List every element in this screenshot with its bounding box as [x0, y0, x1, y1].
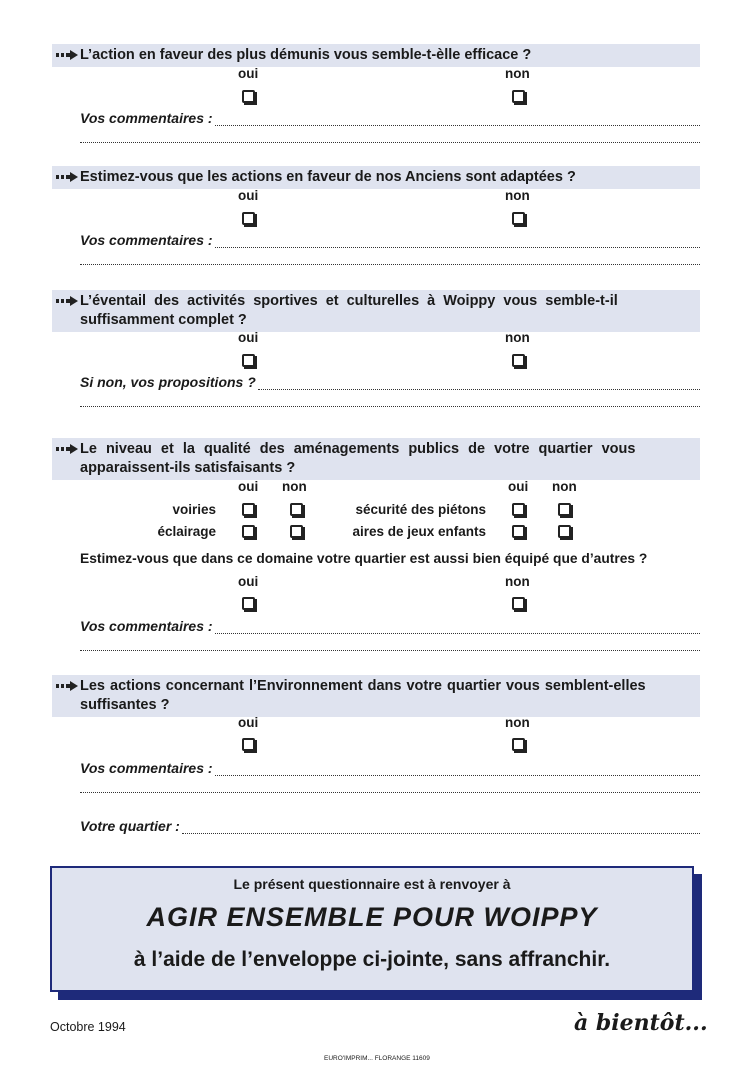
q4-right-non-label: non [552, 479, 577, 494]
q1-non-label: non [505, 66, 530, 81]
q2-oui-label: oui [238, 188, 259, 203]
q4-securite-non-checkbox[interactable] [558, 503, 571, 516]
q5-comment-field[interactable] [80, 760, 700, 776]
question-3-band [52, 290, 700, 332]
return-instructions-line1: Le présent questionnaire est à renvoyer à [233, 876, 511, 892]
q4-left-oui-label: oui [238, 479, 259, 494]
quartier-section [52, 818, 700, 838]
arrow-icon [56, 681, 78, 691]
arrow-icon [56, 172, 78, 182]
q4-aires-non-checkbox[interactable] [558, 525, 571, 538]
question-2-band [52, 166, 700, 189]
signoff: à bientôt... [574, 1010, 708, 1036]
q3-oui-label: oui [238, 330, 259, 345]
question-4-band [52, 438, 700, 480]
question-1-text: L’action en faveur des plus démunis vous semble-t-èlle efficace ? [80, 47, 532, 63]
q4-sub-question: Estimez-vous que dans ce domaine votre quartier est aussi bien équipé que d’autres ? [80, 551, 648, 566]
arrow-icon [56, 50, 78, 60]
q4-left-non-label: non [282, 479, 307, 494]
q2-comment-field[interactable] [80, 232, 700, 248]
question-4 [52, 438, 700, 658]
document-date: Octobre 1994 [50, 1020, 126, 1034]
arrow-icon [56, 444, 78, 454]
q2-oui-checkbox[interactable] [242, 212, 255, 225]
question-1 [52, 44, 700, 154]
q4-securite-oui-checkbox[interactable] [512, 503, 525, 516]
q4-voiries-non-checkbox[interactable] [290, 503, 303, 516]
q2-non-label: non [505, 188, 530, 203]
question-3-text-line1: L’éventail des activités sportives et culturelles à Woippy vous semble-t-il [80, 293, 618, 309]
arrow-icon [56, 296, 78, 306]
q4-item-aires-jeux: aires de jeux enfants [352, 524, 486, 539]
q5-comment-line[interactable] [80, 792, 700, 793]
question-1-band [52, 44, 700, 67]
question-5-band [52, 675, 700, 717]
q1-non-checkbox[interactable] [512, 90, 525, 103]
question-3-text-line2: suffisamment complet ? [80, 312, 247, 328]
question-4-text-line2: apparaissent-ils satisfaisants ? [80, 460, 296, 476]
q4-sub-oui-label: oui [238, 574, 259, 589]
q4-item-securite-pietons: sécurité des piétons [355, 502, 486, 517]
question-2 [52, 166, 700, 276]
q4-eclairage-oui-checkbox[interactable] [242, 525, 255, 538]
q4-comment-field[interactable] [80, 618, 700, 634]
quartier-label: Votre quartier : [80, 818, 180, 834]
q3-comment-label: Si non, vos propositions ? [80, 374, 256, 390]
q3-oui-checkbox[interactable] [242, 354, 255, 367]
q5-oui-label: oui [238, 715, 259, 730]
q5-comment-label: Vos commentaires : [80, 760, 213, 776]
question-5-text-line1: Les actions concernant l’Environnement dans votre quartier vous semblent-elles [80, 678, 646, 694]
q1-oui-checkbox[interactable] [242, 90, 255, 103]
q4-item-eclairage: éclairage [157, 524, 216, 539]
question-4-text-line1: Le niveau et la qualité des aménagements publics de votre quartier vous [80, 441, 636, 457]
quartier-field[interactable] [80, 818, 700, 834]
q4-aires-oui-checkbox[interactable] [512, 525, 525, 538]
q3-comment-line[interactable] [80, 406, 700, 407]
question-2-text: Estimez-vous que les actions en faveur de nos Anciens sont adaptées ? [80, 169, 576, 185]
q4-voiries-oui-checkbox[interactable] [242, 503, 255, 516]
question-5 [52, 675, 700, 800]
question-5-text-line2: suffisantes ? [80, 697, 170, 713]
q4-sub-non-checkbox[interactable] [512, 597, 525, 610]
return-instructions-line3: à l’aide de l’enveloppe ci-jointe, sans affranchir. [133, 948, 611, 971]
q2-comment-label: Vos commentaires : [80, 232, 213, 248]
q4-sub-non-label: non [505, 574, 530, 589]
printer-imprint: EURO'IMPRIM... FLORANGE 11609 [324, 1055, 430, 1062]
q4-sub-oui-checkbox[interactable] [242, 597, 255, 610]
q2-comment-line[interactable] [80, 264, 700, 265]
q2-non-checkbox[interactable] [512, 212, 525, 225]
q4-comment-line[interactable] [80, 650, 700, 651]
q1-comment-field[interactable] [80, 110, 700, 126]
q4-item-voiries: voiries [172, 502, 216, 517]
q5-non-label: non [505, 715, 530, 730]
question-3 [52, 290, 700, 415]
q5-oui-checkbox[interactable] [242, 738, 255, 751]
q4-eclairage-non-checkbox[interactable] [290, 525, 303, 538]
q5-non-checkbox[interactable] [512, 738, 525, 751]
organization-name: AGIR ENSEMBLE POUR WOIPPY [146, 902, 598, 932]
q1-oui-label: oui [238, 66, 259, 81]
q1-comment-line[interactable] [80, 142, 700, 143]
q3-non-checkbox[interactable] [512, 354, 525, 367]
q4-right-oui-label: oui [508, 479, 529, 494]
q3-non-label: non [505, 330, 530, 345]
q3-comment-field[interactable] [80, 374, 700, 390]
q4-comment-label: Vos commentaires : [80, 618, 213, 634]
q1-comment-label: Vos commentaires : [80, 110, 213, 126]
return-instructions-box [50, 866, 694, 992]
